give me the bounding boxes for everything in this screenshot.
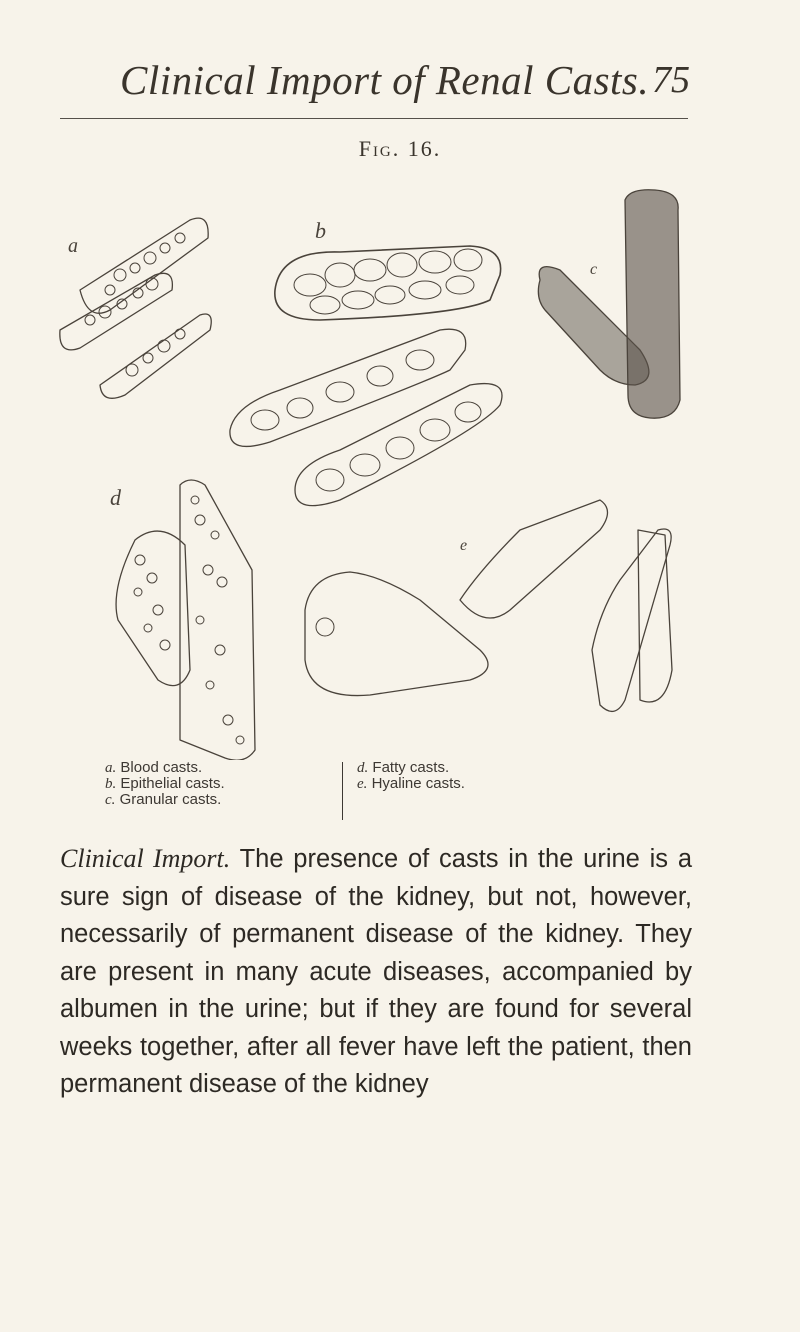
panel-letter-e: e [460, 537, 468, 554]
blood-casts-panel [60, 218, 211, 398]
epithelial-casts-panel [230, 218, 502, 506]
legend-left-column [105, 760, 225, 808]
body-paragraph [60, 840, 692, 1104]
granular-casts-panel [538, 190, 680, 418]
hyaline-casts-panel [305, 500, 672, 711]
page-header [60, 56, 700, 108]
figure-illustration [40, 180, 700, 760]
running-title: Clinical Import of Renal Casts. [120, 57, 650, 103]
figure-legend [105, 760, 625, 822]
legend-item-fatty-casts: d. Fatty casts. [357, 759, 450, 776]
header-rule [60, 118, 688, 119]
figure-label: Fig. 16. [358, 136, 442, 161]
panel-letter-a: a [68, 235, 78, 257]
panel-letter-d: d [110, 485, 121, 510]
legend-item-granular-casts: c. Granular casts. [105, 791, 222, 808]
renal-casts-drawing [40, 180, 700, 760]
legend-item-hyaline-casts: e. Hyaline casts. [357, 775, 465, 792]
legend-divider [342, 762, 343, 820]
legend-item-epithelial-casts: b. Epithelial casts. [105, 775, 225, 792]
paragraph-text: The presence of casts in the urine is a sure sign of disease of the kidney, but not, however, necessarily of permanent disease of the kidney. They are present in many acute diseases, accompanied by albumen in the urine; but if they are found for several weeks together, after all fever have left the patient, then permanent disease of the kidney [60, 845, 693, 1098]
panel-letter-b: b [315, 218, 326, 243]
page-number: 75 [652, 59, 690, 101]
panel-letter-c: c [590, 261, 598, 278]
paragraph-lead: Clinical Import. [60, 844, 231, 873]
legend-right-column [357, 760, 465, 792]
fatty-casts-panel [110, 480, 255, 760]
legend-item-blood-casts: a. Blood casts. [105, 759, 203, 776]
